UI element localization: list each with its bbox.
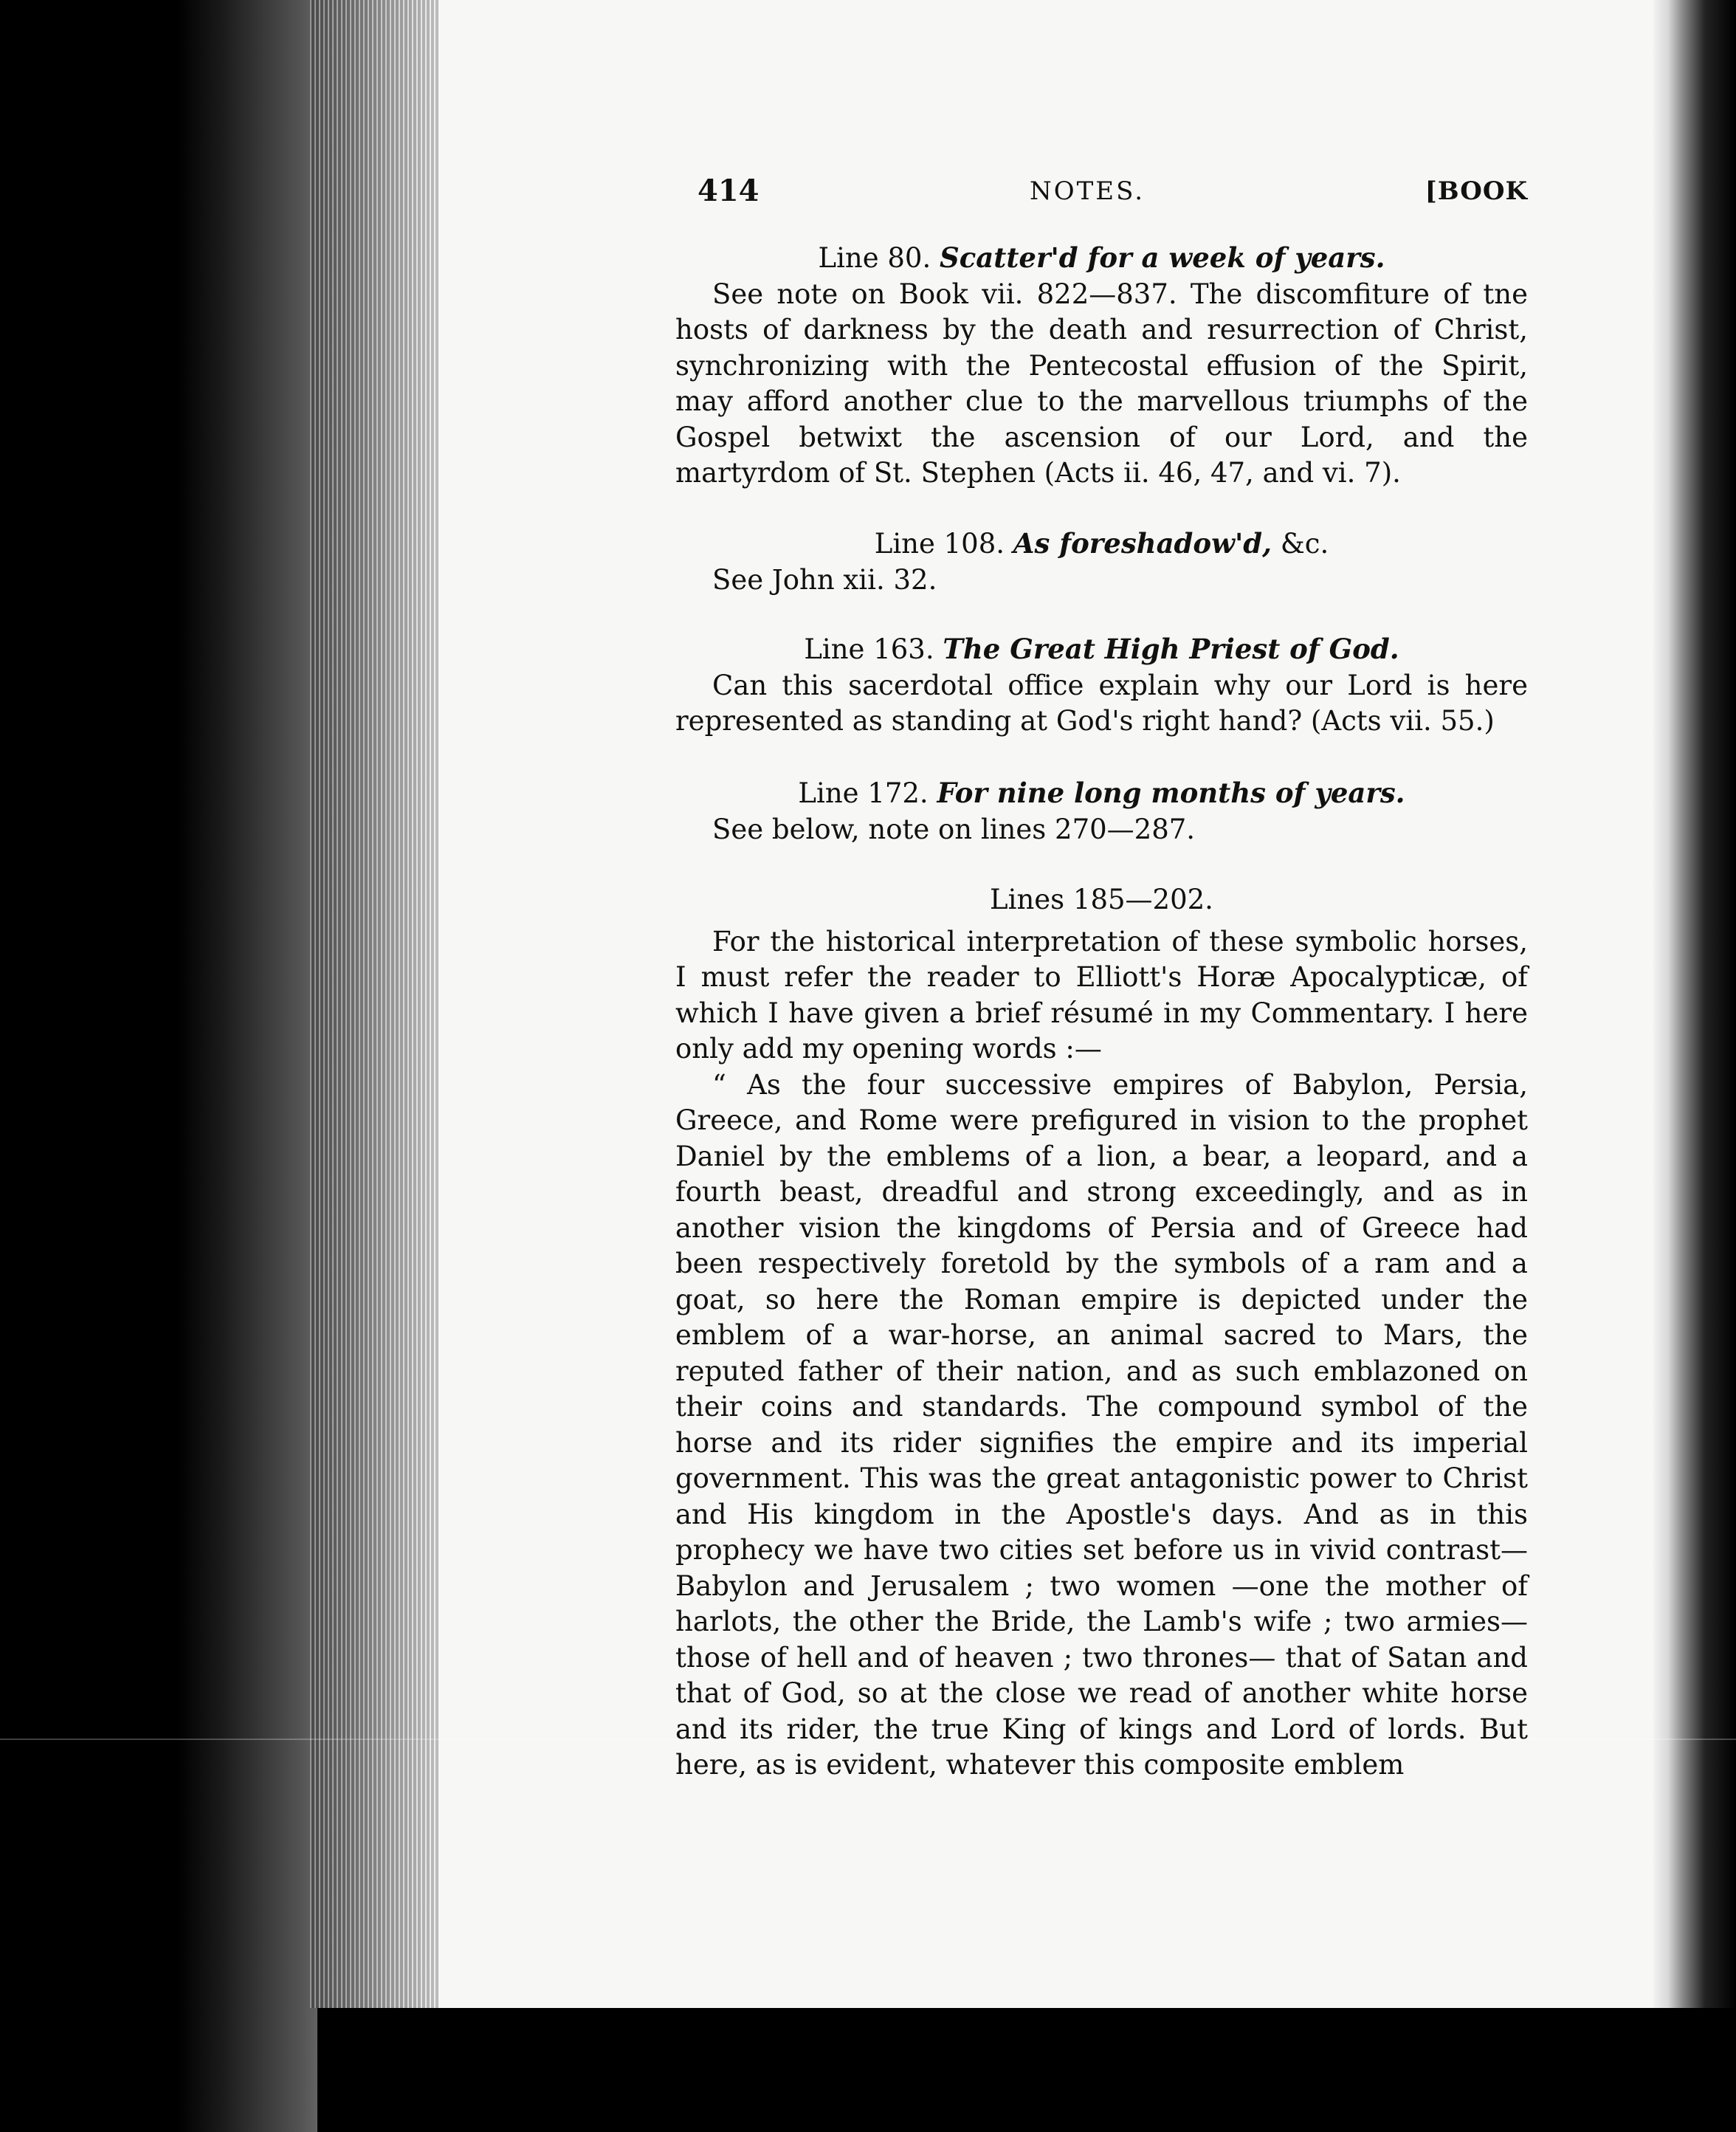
- note-heading: Line 172. For nine long months of years.: [798, 777, 1405, 809]
- running-head: [675, 173, 1528, 210]
- note-quotation: “ As the four successive empires of Babylon, Persia, Greece, and Rome were prefigured in vision to the prophet Daniel by the emblems of a lion, a bear, a leopard, and a fourth beast, dreadful and strong exceedingly, and as in another vision the kingdoms of Persia and of Greece had been respectively foretold by the symbols of a ram and a goat, so here the Roman empire is depicted under the emblem of a war-horse, an animal sacred to Mars, the reputed father of their nation, and as such emblazoned on their coins and standards. The compound symbol of the horse and its rider signifies the empire and its imperial government. This was the great antagonistic power to Christ and His kingdom in the Apostle's days. And as in this prophecy we have two cities set before us in vivid contrast—Babylon and Jerusalem ; two women —one the mother of harlots, the other the Bride, the Lamb's wife ; two armies—those of hell and of heaven ; two thrones— that of Satan and that of God, so at the close we read of another white horse and its rider, the true King of kings and Lord of lords. But here, as is evident, whatever this composite emblem: [675, 1068, 1528, 1781]
- page-edge-lines: [310, 0, 443, 2008]
- note-paragraph: See below, note on lines 270—287.: [712, 813, 1196, 845]
- note-heading: Line 80. Scatter'd for a week of years.: [818, 241, 1385, 274]
- note-paragraph: See John xii. 32.: [712, 563, 937, 596]
- note-line-172: [675, 775, 1528, 847]
- note-paragraph: For the historical interpretation of these symbolic horses, I must refer the reader to Elliott's Horæ Apocalypticæ, of which I have given a brief résumé in my Commentary. I here only add my opening words :—: [675, 925, 1528, 1065]
- note-heading: Line 163. The Great High Priest of God.: [804, 633, 1399, 665]
- note-heading: Lines 185—202.: [990, 884, 1213, 915]
- book-gutter: [1653, 0, 1736, 2132]
- running-book-label: [BOOK: [1425, 176, 1528, 206]
- bottom-shadow: [317, 2008, 1736, 2132]
- note-paragraph: See note on Book vii. 822—837. The discomfiture of tne hosts of darkness by the death and resurrection of Christ, synchronizing with the Pentecostal effusion of the Spirit, may afford another clue to the marvellous triumphs of the Gospel betwixt the ascension of our Lord, and the martyrdom of St. Stephen (Acts ii. 46, 47, and vi. 7).: [675, 278, 1528, 489]
- note-line-80: [675, 240, 1528, 492]
- note-line-108: [675, 526, 1528, 598]
- running-title: NOTES.: [1030, 176, 1146, 206]
- note-paragraph: Can this sacerdotal office explain why our Lord is here represented as standing at God's right hand? (Acts vii. 55.): [675, 669, 1528, 737]
- page-number: 414: [698, 173, 760, 208]
- note-lines-185-202: [675, 882, 1528, 1784]
- note-line-163: [675, 631, 1528, 740]
- note-heading: Line 108. As foreshadow'd, &c.: [874, 527, 1329, 560]
